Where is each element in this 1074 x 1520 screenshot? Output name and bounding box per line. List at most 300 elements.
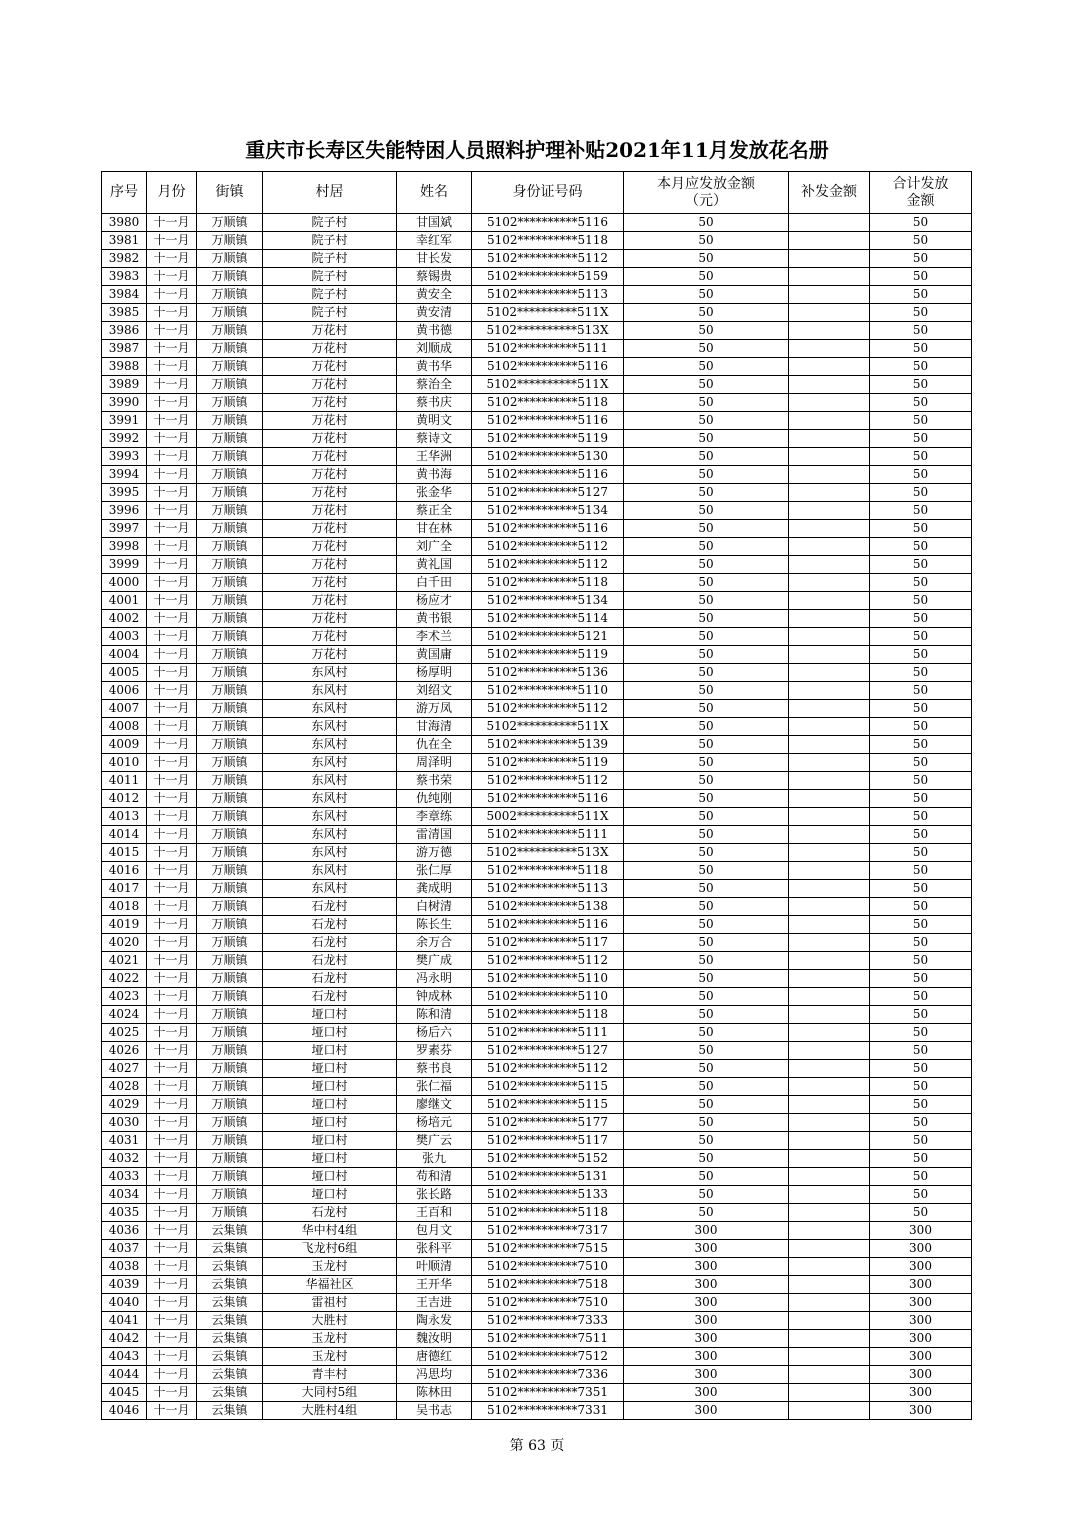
cell-seq: 4001 (102, 592, 147, 610)
cell-amount: 300 (624, 1222, 789, 1240)
header-amount-line2: （元） (685, 192, 727, 209)
cell-total: 300 (870, 1294, 972, 1312)
cell-seq: 4033 (102, 1168, 147, 1186)
cell-month: 十一月 (147, 1366, 197, 1384)
cell-seq: 4018 (102, 898, 147, 916)
cell-reissue (789, 1330, 870, 1348)
cell-reissue (789, 1384, 870, 1402)
cell-reissue (789, 1204, 870, 1222)
cell-total: 50 (870, 610, 972, 628)
cell-seq: 3985 (102, 304, 147, 322)
cell-month: 十一月 (147, 628, 197, 646)
cell-seq: 4020 (102, 934, 147, 952)
cell-month: 十一月 (147, 484, 197, 502)
cell-month: 十一月 (147, 376, 197, 394)
cell-total: 50 (870, 412, 972, 430)
cell-reissue (789, 916, 870, 934)
cell-id: 5102**********7351 (472, 1384, 624, 1402)
table-row (102, 1042, 972, 1060)
cell-id: 5102**********5117 (472, 934, 624, 952)
cell-seq: 4037 (102, 1240, 147, 1258)
cell-reissue (789, 1024, 870, 1042)
header-total-line2: 金额 (906, 192, 935, 209)
cell-amount: 50 (624, 898, 789, 916)
cell-amount: 300 (624, 1348, 789, 1366)
cell-reissue (789, 448, 870, 466)
cell-village: 青丰村 (263, 1366, 397, 1384)
cell-total: 50 (870, 1024, 972, 1042)
cell-village: 垭口村 (263, 1114, 397, 1132)
cell-id: 5102**********5134 (472, 592, 624, 610)
table-row (102, 664, 972, 682)
cell-name: 蔡书良 (397, 1060, 472, 1078)
cell-id: 5102**********5111 (472, 826, 624, 844)
cell-reissue (789, 808, 870, 826)
cell-amount: 50 (624, 322, 789, 340)
cell-town: 万顺镇 (197, 592, 263, 610)
table-row (102, 880, 972, 898)
cell-reissue (789, 1168, 870, 1186)
table-row (102, 430, 972, 448)
cell-seq: 4038 (102, 1258, 147, 1276)
cell-reissue (789, 700, 870, 718)
cell-name: 甘国斌 (397, 214, 472, 232)
cell-name: 蔡书荣 (397, 772, 472, 790)
cell-name: 蔡诗文 (397, 430, 472, 448)
cell-name: 王华洲 (397, 448, 472, 466)
cell-amount: 50 (624, 412, 789, 430)
cell-seq: 4008 (102, 718, 147, 736)
cell-name: 冯永明 (397, 970, 472, 988)
cell-village: 东风村 (263, 826, 397, 844)
cell-town: 云集镇 (197, 1348, 263, 1366)
cell-seq: 4024 (102, 1006, 147, 1024)
cell-village: 石龙村 (263, 1204, 397, 1222)
header-total (870, 172, 972, 214)
table-row (102, 1222, 972, 1240)
cell-seq: 4017 (102, 880, 147, 898)
cell-month: 十一月 (147, 574, 197, 592)
cell-seq: 4014 (102, 826, 147, 844)
table-row (102, 1240, 972, 1258)
cell-village: 垭口村 (263, 1078, 397, 1096)
cell-amount: 50 (624, 844, 789, 862)
cell-amount: 50 (624, 754, 789, 772)
cell-name: 黄明文 (397, 412, 472, 430)
table-row (102, 1402, 972, 1420)
cell-month: 十一月 (147, 286, 197, 304)
cell-total: 50 (870, 736, 972, 754)
cell-reissue (789, 646, 870, 664)
cell-name: 杨应才 (397, 592, 472, 610)
cell-town: 万顺镇 (197, 1204, 263, 1222)
cell-reissue (789, 664, 870, 682)
cell-name: 张科平 (397, 1240, 472, 1258)
table-row (102, 250, 972, 268)
cell-seq: 4026 (102, 1042, 147, 1060)
cell-total: 50 (870, 556, 972, 574)
cell-town: 万顺镇 (197, 898, 263, 916)
cell-town: 万顺镇 (197, 628, 263, 646)
cell-month: 十一月 (147, 340, 197, 358)
cell-seq: 3984 (102, 286, 147, 304)
cell-seq: 4043 (102, 1348, 147, 1366)
cell-amount: 50 (624, 988, 789, 1006)
cell-town: 万顺镇 (197, 214, 263, 232)
cell-name: 李术兰 (397, 628, 472, 646)
cell-total: 50 (870, 664, 972, 682)
table-row (102, 970, 972, 988)
cell-name: 黄安全 (397, 286, 472, 304)
header-town: 街镇 (197, 172, 263, 214)
table-row (102, 1312, 972, 1330)
cell-amount: 50 (624, 646, 789, 664)
cell-total: 300 (870, 1276, 972, 1294)
cell-reissue (789, 952, 870, 970)
cell-town: 万顺镇 (197, 574, 263, 592)
cell-id: 5102**********5177 (472, 1114, 624, 1132)
cell-id: 5102**********7518 (472, 1276, 624, 1294)
cell-total: 50 (870, 754, 972, 772)
cell-reissue (789, 538, 870, 556)
cell-month: 十一月 (147, 898, 197, 916)
table-row (102, 358, 972, 376)
cell-town: 万顺镇 (197, 1150, 263, 1168)
cell-name: 廖继文 (397, 1096, 472, 1114)
cell-town: 云集镇 (197, 1222, 263, 1240)
cell-id: 5102**********5119 (472, 754, 624, 772)
cell-name: 龚成明 (397, 880, 472, 898)
cell-name: 刘绍文 (397, 682, 472, 700)
cell-name: 钟成林 (397, 988, 472, 1006)
cell-seq: 4028 (102, 1078, 147, 1096)
cell-id: 5102**********5117 (472, 1132, 624, 1150)
cell-amount: 50 (624, 358, 789, 376)
cell-seq: 3989 (102, 376, 147, 394)
cell-seq: 4023 (102, 988, 147, 1006)
table-row (102, 952, 972, 970)
cell-month: 十一月 (147, 1348, 197, 1366)
cell-reissue (789, 1096, 870, 1114)
cell-id: 5102**********5130 (472, 448, 624, 466)
cell-id: 5102**********7515 (472, 1240, 624, 1258)
cell-name: 苟和清 (397, 1168, 472, 1186)
cell-reissue (789, 880, 870, 898)
cell-village: 华福社区 (263, 1276, 397, 1294)
cell-seq: 4036 (102, 1222, 147, 1240)
cell-total: 300 (870, 1240, 972, 1258)
header-amount (624, 172, 789, 214)
cell-reissue (789, 304, 870, 322)
cell-seq: 3987 (102, 340, 147, 358)
table-row (102, 268, 972, 286)
cell-town: 万顺镇 (197, 682, 263, 700)
cell-town: 万顺镇 (197, 862, 263, 880)
cell-id: 5102**********5116 (472, 466, 624, 484)
cell-name: 白树清 (397, 898, 472, 916)
cell-village: 东风村 (263, 736, 397, 754)
table-row (102, 1258, 972, 1276)
table-row (102, 520, 972, 538)
cell-reissue (789, 1294, 870, 1312)
cell-month: 十一月 (147, 772, 197, 790)
cell-name: 刘广全 (397, 538, 472, 556)
cell-seq: 3990 (102, 394, 147, 412)
cell-month: 十一月 (147, 412, 197, 430)
cell-name: 仇纯刚 (397, 790, 472, 808)
cell-town: 万顺镇 (197, 736, 263, 754)
cell-amount: 50 (624, 574, 789, 592)
cell-town: 万顺镇 (197, 718, 263, 736)
cell-amount: 50 (624, 214, 789, 232)
cell-id: 5102**********5112 (472, 952, 624, 970)
cell-town: 万顺镇 (197, 916, 263, 934)
cell-total: 50 (870, 916, 972, 934)
cell-village: 飞龙村6组 (263, 1240, 397, 1258)
table-row (102, 340, 972, 358)
table-row (102, 1168, 972, 1186)
cell-month: 十一月 (147, 1024, 197, 1042)
cell-amount: 50 (624, 1024, 789, 1042)
cell-id: 5102**********5138 (472, 898, 624, 916)
cell-total: 50 (870, 1078, 972, 1096)
cell-reissue (789, 430, 870, 448)
cell-month: 十一月 (147, 1294, 197, 1312)
cell-reissue (789, 556, 870, 574)
table-row (102, 1132, 972, 1150)
cell-town: 万顺镇 (197, 610, 263, 628)
cell-reissue (789, 250, 870, 268)
table-row (102, 1150, 972, 1168)
cell-total: 50 (870, 268, 972, 286)
cell-id: 5102**********5118 (472, 574, 624, 592)
cell-name: 冯思均 (397, 1366, 472, 1384)
cell-month: 十一月 (147, 1060, 197, 1078)
cell-month: 十一月 (147, 502, 197, 520)
cell-village: 大胜村 (263, 1312, 397, 1330)
cell-month: 十一月 (147, 520, 197, 538)
cell-village: 院子村 (263, 304, 397, 322)
cell-amount: 50 (624, 430, 789, 448)
cell-village: 石龙村 (263, 988, 397, 1006)
header-village: 村居 (263, 172, 397, 214)
cell-amount: 50 (624, 610, 789, 628)
cell-name: 余万合 (397, 934, 472, 952)
cell-id: 5102**********513X (472, 844, 624, 862)
cell-month: 十一月 (147, 1204, 197, 1222)
cell-id: 5102**********5112 (472, 538, 624, 556)
cell-village: 大胜村4组 (263, 1402, 397, 1420)
table-row (102, 988, 972, 1006)
cell-town: 万顺镇 (197, 952, 263, 970)
table-row (102, 826, 972, 844)
cell-reissue (789, 1150, 870, 1168)
cell-id: 5102**********5110 (472, 970, 624, 988)
cell-month: 十一月 (147, 1222, 197, 1240)
table-row (102, 700, 972, 718)
cell-amount: 50 (624, 880, 789, 898)
cell-village: 东风村 (263, 754, 397, 772)
cell-month: 十一月 (147, 700, 197, 718)
cell-id: 5102**********5133 (472, 1186, 624, 1204)
cell-id: 5102**********5116 (472, 412, 624, 430)
cell-amount: 50 (624, 250, 789, 268)
cell-seq: 4019 (102, 916, 147, 934)
cell-id: 5102**********5112 (472, 250, 624, 268)
cell-name: 雷清国 (397, 826, 472, 844)
cell-reissue (789, 232, 870, 250)
cell-month: 十一月 (147, 754, 197, 772)
table-row (102, 1348, 972, 1366)
table-row (102, 1006, 972, 1024)
cell-village: 垭口村 (263, 1060, 397, 1078)
page-number: 第 63 页 (509, 1438, 565, 1454)
table-row (102, 772, 972, 790)
cell-village: 万花村 (263, 322, 397, 340)
cell-total: 50 (870, 682, 972, 700)
cell-month: 十一月 (147, 556, 197, 574)
table-row (102, 1060, 972, 1078)
cell-id: 5102**********5118 (472, 394, 624, 412)
cell-town: 云集镇 (197, 1402, 263, 1420)
cell-seq: 3993 (102, 448, 147, 466)
cell-total: 50 (870, 1060, 972, 1078)
table-row (102, 574, 972, 592)
table-row (102, 790, 972, 808)
header-seq: 序号 (102, 172, 147, 214)
cell-name: 周泽明 (397, 754, 472, 772)
cell-town: 云集镇 (197, 1294, 263, 1312)
cell-seq: 3982 (102, 250, 147, 268)
cell-id: 5102**********5112 (472, 1060, 624, 1078)
cell-village: 垭口村 (263, 1168, 397, 1186)
cell-seq: 3986 (102, 322, 147, 340)
cell-village: 万花村 (263, 610, 397, 628)
cell-month: 十一月 (147, 664, 197, 682)
cell-id: 5102**********7512 (472, 1348, 624, 1366)
cell-id: 5102**********5112 (472, 772, 624, 790)
cell-village: 万花村 (263, 556, 397, 574)
cell-month: 十一月 (147, 448, 197, 466)
table-row (102, 1294, 972, 1312)
cell-town: 万顺镇 (197, 502, 263, 520)
cell-total: 50 (870, 1114, 972, 1132)
cell-total: 50 (870, 1204, 972, 1222)
cell-village: 垭口村 (263, 1096, 397, 1114)
cell-month: 十一月 (147, 808, 197, 826)
table-row (102, 1078, 972, 1096)
cell-amount: 300 (624, 1330, 789, 1348)
cell-town: 云集镇 (197, 1330, 263, 1348)
cell-reissue (789, 934, 870, 952)
cell-amount: 300 (624, 1276, 789, 1294)
cell-seq: 4045 (102, 1384, 147, 1402)
cell-amount: 50 (624, 304, 789, 322)
cell-town: 万顺镇 (197, 286, 263, 304)
cell-village: 东风村 (263, 700, 397, 718)
cell-town: 万顺镇 (197, 646, 263, 664)
cell-village: 大同村5组 (263, 1384, 397, 1402)
cell-name: 游万凤 (397, 700, 472, 718)
table-row (102, 898, 972, 916)
cell-total: 50 (870, 520, 972, 538)
cell-name: 游万德 (397, 844, 472, 862)
cell-town: 万顺镇 (197, 538, 263, 556)
cell-seq: 3998 (102, 538, 147, 556)
cell-id: 5102**********513X (472, 322, 624, 340)
cell-amount: 50 (624, 1060, 789, 1078)
cell-reissue (789, 1060, 870, 1078)
cell-reissue (789, 988, 870, 1006)
cell-seq: 3992 (102, 430, 147, 448)
cell-village: 院子村 (263, 232, 397, 250)
cell-village: 万花村 (263, 592, 397, 610)
cell-village: 万花村 (263, 484, 397, 502)
cell-name: 杨培元 (397, 1114, 472, 1132)
cell-total: 50 (870, 628, 972, 646)
cell-village: 垭口村 (263, 1042, 397, 1060)
cell-name: 张仁福 (397, 1078, 472, 1096)
cell-amount: 300 (624, 1240, 789, 1258)
cell-amount: 50 (624, 790, 789, 808)
cell-name: 张金华 (397, 484, 472, 502)
table-row (102, 1024, 972, 1042)
cell-amount: 50 (624, 1096, 789, 1114)
cell-reissue (789, 1006, 870, 1024)
cell-total: 300 (870, 1384, 972, 1402)
cell-name: 蔡正全 (397, 502, 472, 520)
cell-total: 50 (870, 1132, 972, 1150)
cell-name: 黄书德 (397, 322, 472, 340)
cell-total: 50 (870, 358, 972, 376)
cell-village: 院子村 (263, 268, 397, 286)
cell-town: 万顺镇 (197, 1006, 263, 1024)
cell-seq: 4002 (102, 610, 147, 628)
cell-village: 万花村 (263, 502, 397, 520)
cell-village: 万花村 (263, 466, 397, 484)
cell-total: 50 (870, 376, 972, 394)
cell-town: 万顺镇 (197, 556, 263, 574)
cell-month: 十一月 (147, 304, 197, 322)
cell-month: 十一月 (147, 1186, 197, 1204)
cell-name: 罗素芬 (397, 1042, 472, 1060)
cell-village: 垭口村 (263, 1006, 397, 1024)
cell-village: 东风村 (263, 808, 397, 826)
cell-reissue (789, 736, 870, 754)
table-row (102, 304, 972, 322)
cell-village: 东风村 (263, 718, 397, 736)
cell-month: 十一月 (147, 232, 197, 250)
cell-reissue (789, 754, 870, 772)
header-amount-line1: 本月应发放金额 (657, 175, 755, 192)
cell-total: 50 (870, 448, 972, 466)
cell-amount: 50 (624, 1204, 789, 1222)
cell-seq: 4005 (102, 664, 147, 682)
cell-seq: 4009 (102, 736, 147, 754)
table-row (102, 736, 972, 754)
cell-seq: 4021 (102, 952, 147, 970)
cell-month: 十一月 (147, 790, 197, 808)
cell-reissue (789, 412, 870, 430)
cell-id: 5102**********5112 (472, 556, 624, 574)
cell-name: 张九 (397, 1150, 472, 1168)
cell-seq: 4007 (102, 700, 147, 718)
cell-name: 黄书海 (397, 466, 472, 484)
cell-month: 十一月 (147, 430, 197, 448)
cell-amount: 50 (624, 1078, 789, 1096)
cell-reissue (789, 376, 870, 394)
cell-name: 王百和 (397, 1204, 472, 1222)
